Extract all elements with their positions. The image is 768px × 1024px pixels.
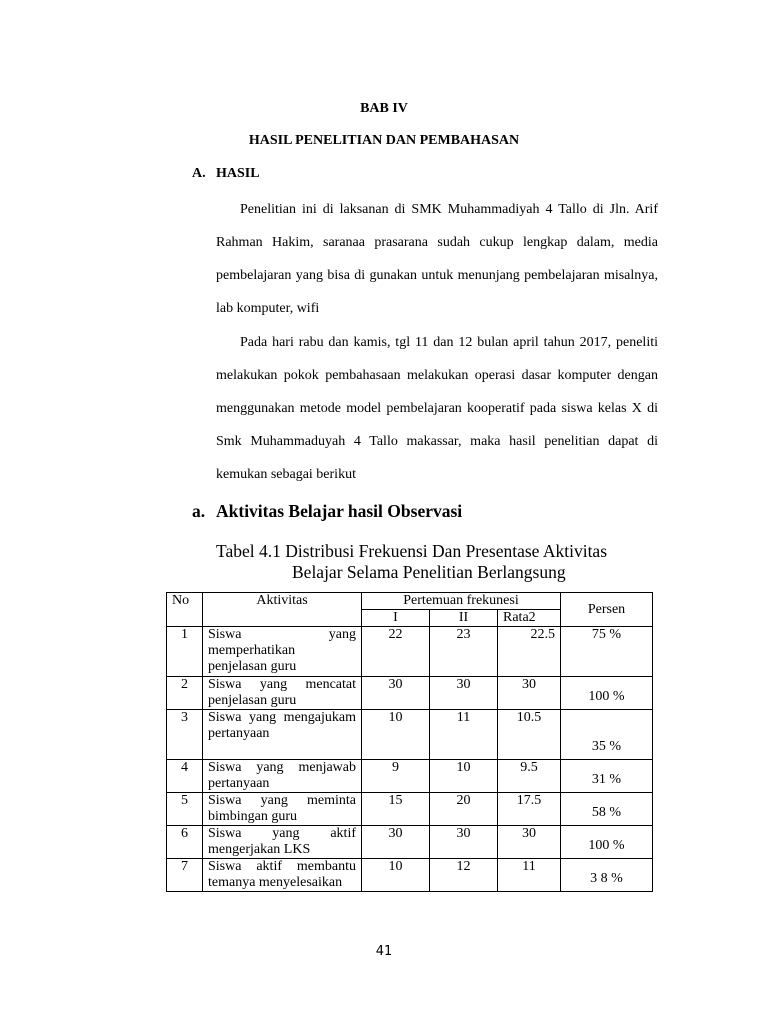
section-heading	[192, 166, 260, 182]
table-caption-line-1: Tabel 4.1 Distribusi Frekuensi Dan Presentase Aktivitas	[216, 541, 608, 561]
cell-i: 30	[362, 826, 430, 859]
cell-ii: 12	[430, 859, 498, 892]
paragraph-1: Penelitian ini di laksanan di SMK Muhammadiyah 4 Tallo di Jln. Arif Rahman Hakim, saranaa prasarana sudah cukup lengkap dalam, media pembelajaran yang bisa di gunakan untuk menunjang pembelajaran misalnya, lab komputer, wifi	[216, 202, 658, 316]
table-row	[167, 826, 653, 859]
header-pertemuan: Pertemuan frekunesi	[362, 593, 561, 610]
cell-no: 4	[167, 760, 203, 793]
table-row	[167, 710, 653, 760]
cell-rata2: 17.5	[498, 793, 561, 826]
chapter-title: HASIL PENELITIAN DAN PEMBAHASAN	[248, 133, 520, 148]
cell-persen: 100 %	[561, 826, 653, 859]
cell-aktivitas: Siswa yang mengajukam pertanyaan	[203, 710, 362, 760]
table-header-row	[167, 593, 653, 610]
table-row	[167, 859, 653, 892]
cell-ii: 23	[430, 627, 498, 677]
cell-rata2: 30	[498, 826, 561, 859]
cell-no: 2	[167, 677, 203, 710]
cell-i: 10	[362, 859, 430, 892]
cell-no: 6	[167, 826, 203, 859]
cell-ii: 10	[430, 760, 498, 793]
cell-aktivitas: Siswa yang aktif mengerjakan LKS	[203, 826, 362, 859]
cell-no: 3	[167, 710, 203, 760]
table-row	[167, 793, 653, 826]
cell-aktivitas: Siswa yang menjawab pertanyaan	[203, 760, 362, 793]
table-caption-line-2: Belajar Selama Penelitian Berlangsung	[292, 562, 566, 582]
cell-i: 22	[362, 627, 430, 677]
header-aktivitas: Aktivitas	[203, 593, 362, 627]
cell-ii: 30	[430, 677, 498, 710]
cell-i: 30	[362, 677, 430, 710]
cell-ii: 30	[430, 826, 498, 859]
paragraph-2: Pada hari rabu dan kamis, tgl 11 dan 12 bulan april tahun 2017, peneliti melakukan pokok pembahasaan melakukan operasi dasar komputer dengan menggunakan metode model pembelajaran kooperatif pada siswa kelas X di Smk Muhammaduyah 4 Tallo makassar, maka hasil penelitian dapat di kemukan sebagai berikut	[216, 335, 658, 482]
cell-aktivitas: Siswa aktif membantu temanya menyelesaikan	[203, 859, 362, 892]
header-i: I	[362, 610, 430, 627]
page-number: 41	[375, 944, 393, 959]
table-row	[167, 760, 653, 793]
table-row	[167, 677, 653, 710]
cell-aktivitas: Siswa yang memperhatikan penjelasan guru	[203, 627, 362, 677]
cell-no: 5	[167, 793, 203, 826]
cell-aktivitas: Siswa yang mencatat penjelasan guru	[203, 677, 362, 710]
header-rata2: Rata2	[498, 610, 561, 627]
cell-rata2: 9.5	[498, 760, 561, 793]
cell-rata2: 22.5	[498, 627, 561, 677]
cell-ii: 20	[430, 793, 498, 826]
cell-persen: 35 %	[561, 710, 653, 760]
cell-rata2: 30	[498, 677, 561, 710]
chapter-heading: BAB IV	[360, 101, 408, 116]
section-title: HASIL	[216, 166, 260, 181]
header-persen: Persen	[561, 593, 653, 627]
cell-persen: 75 %	[561, 627, 653, 677]
cell-no: 1	[167, 627, 203, 677]
cell-i: 9	[362, 760, 430, 793]
cell-rata2: 10.5	[498, 710, 561, 760]
header-ii: II	[430, 610, 498, 627]
cell-persen: 31 %	[561, 760, 653, 793]
cell-ii: 11	[430, 710, 498, 760]
cell-rata2: 11	[498, 859, 561, 892]
cell-persen: 100 %	[561, 677, 653, 710]
cell-persen: 3 8 %	[561, 859, 653, 892]
subsection-label: a.	[192, 501, 206, 521]
activity-table	[166, 592, 653, 892]
section-label: A.	[192, 166, 206, 181]
subsection-title: Aktivitas Belajar hasil Observasi	[216, 501, 463, 521]
header-no: No	[167, 593, 203, 627]
cell-aktivitas: Siswa yang meminta bimbingan guru	[203, 793, 362, 826]
table-row	[167, 627, 653, 677]
cell-no: 7	[167, 859, 203, 892]
cell-persen: 58 %	[561, 793, 653, 826]
cell-i: 15	[362, 793, 430, 826]
subsection-heading	[192, 501, 462, 522]
cell-i: 10	[362, 710, 430, 760]
